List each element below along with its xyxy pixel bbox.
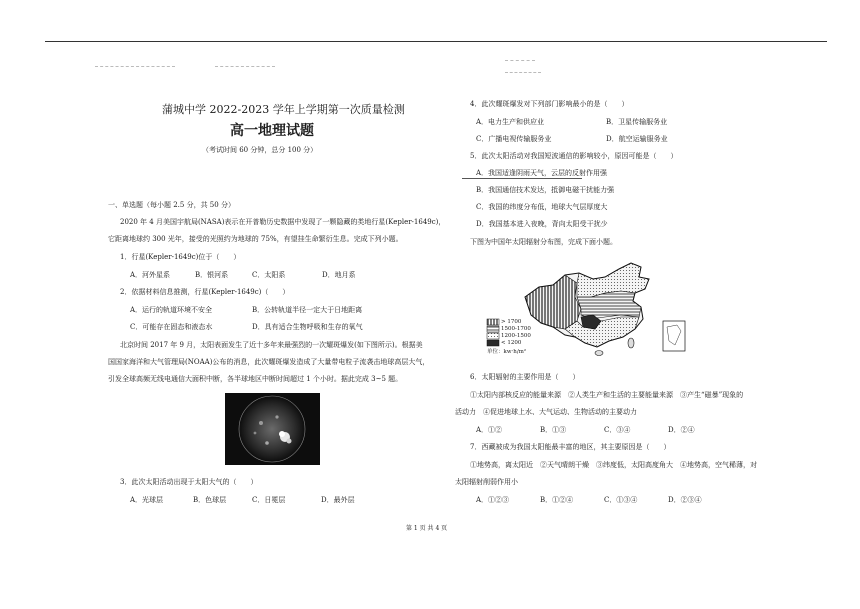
q6-option-a: A．①② [476, 426, 503, 434]
q2-option-b: B．公转轨道半径一定大于日地距离 [252, 306, 363, 314]
q2-option-d: D．具有适合生物呼吸和生存的氧气 [252, 323, 363, 331]
passage-line: 国国家海洋和大气管理局(NOAA)公布的消息，此次耀斑爆发造成了大量带电粒子流袭击地球高层大气， [108, 358, 430, 366]
map-intro: 下图为中国年太阳辐射分布图，完成下面小题。 [470, 238, 617, 246]
q7-option-c: C．①③④ [604, 496, 638, 504]
q4-option-b: B．卫星传输服务业 [606, 118, 668, 126]
solar-flare-photo [225, 393, 320, 465]
q2-stem: 2．依据材料信息推测，行星(Kepler-1649c)（ ） [120, 288, 290, 296]
q4-stem: 4．此次耀斑爆发对下列部门影响最小的是（ ） [470, 100, 629, 108]
q3-option-c: C．日冕层 [252, 496, 286, 504]
legend-item-3: 1200-1500 [501, 333, 531, 339]
q5-option-b: B．我国通信技术发达，抵御电磁干扰能力强 [476, 186, 615, 194]
q1-option-c: C．太阳系 [252, 271, 286, 279]
passage-line: 北京时间 2017 年 9 月，太阳表面发生了近十多年来最强烈的一次耀斑爆发(如下图所示)。根据美 [120, 341, 423, 349]
q3-stem: 3．此次太阳活动出现于太阳大气的（ ） [120, 478, 258, 486]
intro-line: 2020 年 4 月美国宇航局(NASA)表示在开普勒历史数据中发现了一颗隐藏的类地行星(Kepler-1649c)， [120, 218, 446, 226]
q7-option-b: B．①②④ [540, 496, 574, 504]
q7-body-line: 太阳辐射削弱作用小 [455, 478, 518, 486]
subject-title: 高一地理试题 [230, 123, 314, 139]
q1-option-a: A．河外星系 [130, 271, 171, 279]
scan-mark [95, 66, 175, 67]
exam-info: （考试时间 60 分钟，总分 100 分） [202, 146, 318, 154]
q5-option-d: D．我国基本进入夜晚，背向太阳受干扰少 [476, 220, 608, 228]
legend-item-4: < 1200 [501, 340, 522, 346]
q1-stem: 1．行星(Kepler-1649c)位于（ ） [120, 253, 241, 261]
q6-option-b: B．①③ [540, 426, 567, 434]
q3-option-a: A．光球层 [130, 496, 164, 504]
q6-body-line: 活动力 ④促进地球上水、大气运动、生物活动的主要动力 [455, 408, 637, 416]
section-heading: 一、单选题（每小题 2.5 分，共 50 分） [108, 201, 235, 209]
q6-option-c: C．③④ [604, 426, 631, 434]
q3-option-b: B．色球层 [193, 496, 227, 504]
scan-mark [505, 72, 541, 73]
scan-mark [505, 60, 535, 61]
q6-option-d: D．②④ [668, 426, 695, 434]
q5-option-c: C．我国的纬度分布低，地球大气层厚度大 [476, 203, 608, 211]
q4-option-a: A．电力生产和供应业 [476, 118, 545, 126]
q1-option-d: D．地月系 [322, 271, 356, 279]
q4-option-d: D．航空运输服务业 [606, 135, 668, 143]
q1-option-b: B．银河系 [195, 271, 229, 279]
q7-body-line: ①地势高，离太阳近 ②天气晴朗干燥 ③纬度低，太阳高度角大 ④地势高，空气稀薄，对 [470, 461, 757, 469]
q5-stem: 5．此次太阳活动对我国短波通信的影响较小，原因可能是（ ） [470, 152, 678, 160]
underline-mark [462, 178, 582, 179]
q7-stem: 7．西藏被成为我国太阳能最丰富的地区，其主要原因是（ ） [470, 443, 671, 451]
legend-item-2: 1500-1700 [501, 326, 531, 332]
q5-option-a: A．我国适逢阴雨天气，云层的反射作用强 [476, 169, 608, 177]
scan-mark [215, 66, 275, 67]
intro-line: 它距离地球约 300 光年，接受的光照约为地球的 75%，有望挂生命繁衍生息。完成下列小题。 [108, 235, 403, 243]
q2-option-a: A．运行的轨道环境不安全 [130, 306, 213, 314]
q7-option-d: D．②③④ [668, 496, 702, 504]
q2-option-c: C．可能存在固态和液态水 [130, 323, 213, 331]
q4-option-c: C．广播电视传输服务业 [476, 135, 552, 143]
q3-option-d: D．最外层 [321, 496, 355, 504]
legend-item-1: > 1700 [501, 319, 522, 325]
page-footer: 第 1 页 共 4 页 [406, 525, 448, 532]
page-top-rule [45, 41, 827, 42]
legend-unit: 单位：kw·h/m² [487, 349, 527, 355]
q6-body-line: ①太阳内部核反应的能量来源 ②人类生产和生活的主要能量来源 ③产生“磁暴”现象的 [470, 391, 744, 399]
passage-line: 引发全球高频无线电通信大面积中断，各半球地区中断时间超过 1 个小时。据此完成 3~5 题。 [108, 375, 403, 383]
school-title: 蒲城中学 2022-2023 学年上学期第一次质量检测 [162, 103, 405, 116]
q6-stem: 6．太阳辐射的主要作用是（ ） [470, 373, 580, 381]
q7-option-a: A．①②③ [476, 496, 510, 504]
